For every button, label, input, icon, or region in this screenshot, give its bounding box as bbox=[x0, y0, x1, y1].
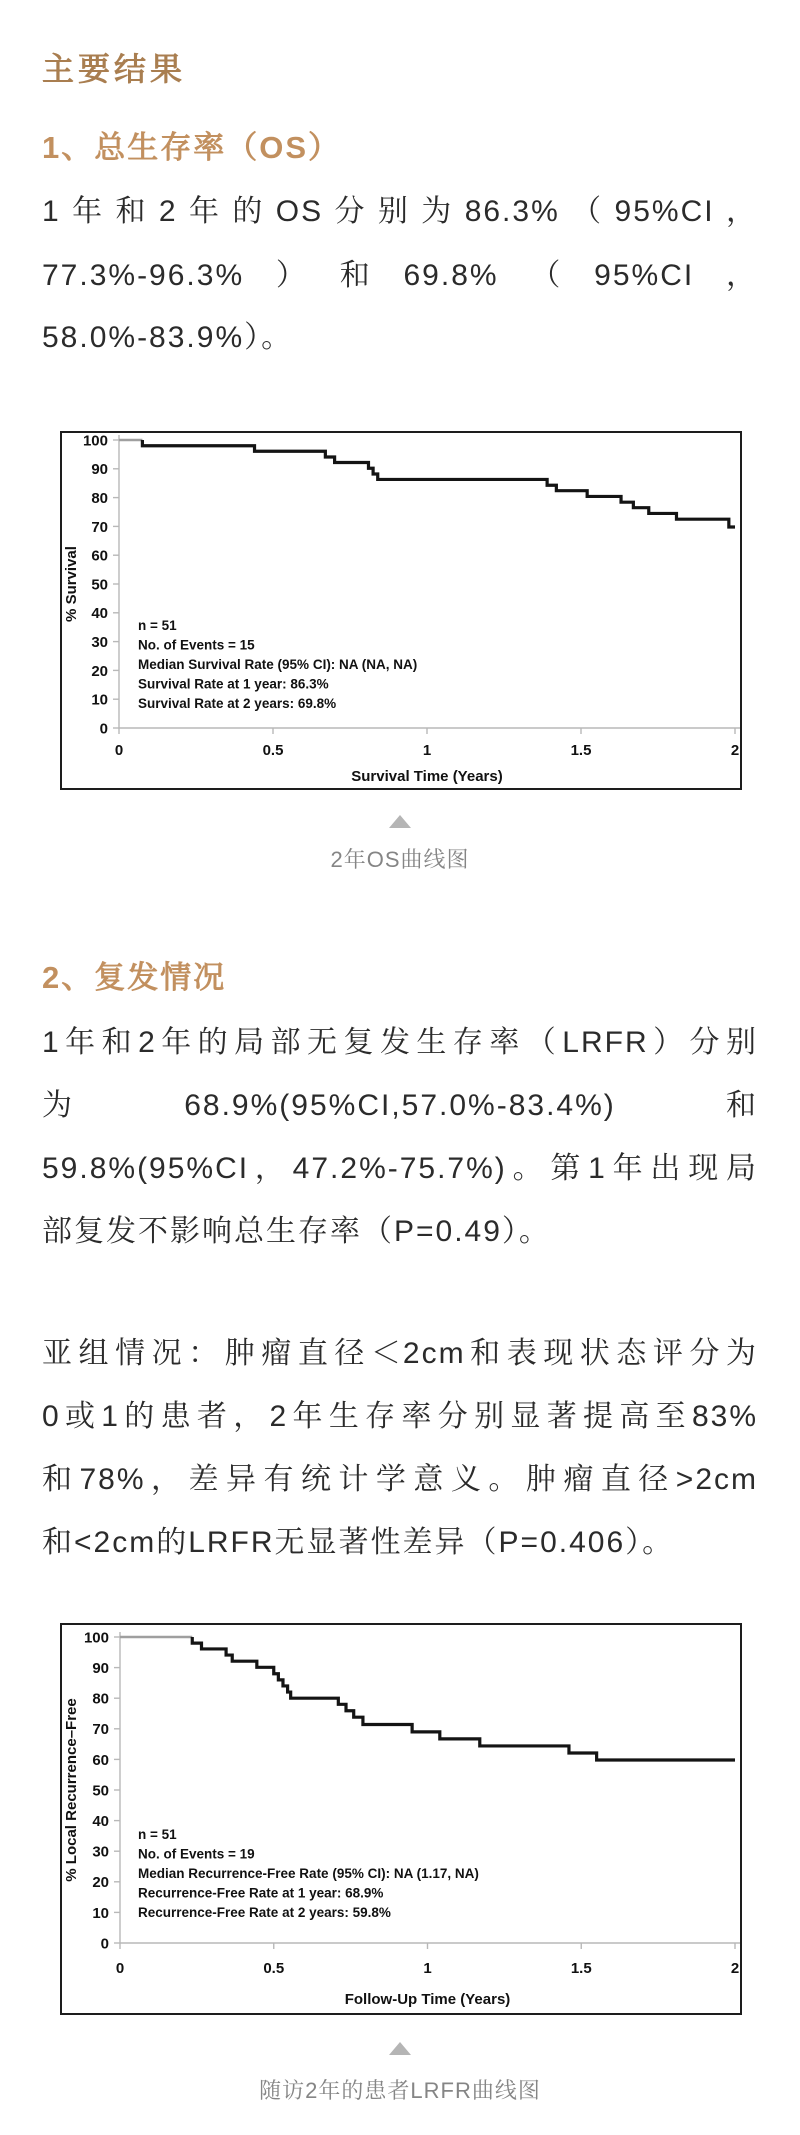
body-line: 77.3%-96.3%）和69.8%（95%CI， bbox=[42, 259, 758, 292]
svg-text:90: 90 bbox=[92, 1660, 109, 1677]
body-line: 1年和2年的OS分别为86.3%（95%CI， bbox=[42, 195, 758, 228]
svg-text:100: 100 bbox=[83, 1629, 109, 1647]
figure-marker-triangle-icon bbox=[389, 2042, 411, 2055]
svg-text:Recurrence-Free Rate at 1 year: Recurrence-Free Rate at 1 year: 68.9% bbox=[138, 1885, 384, 1901]
svg-text:70: 70 bbox=[92, 1721, 109, 1739]
svg-text:50: 50 bbox=[92, 1782, 109, 1800]
svg-text:2: 2 bbox=[730, 1960, 740, 1977]
lrfr-kaplan-meier-chart bbox=[60, 1623, 742, 2015]
svg-text:Median Recurrence-Free Rate (9: Median Recurrence-Free Rate (95% CI): NA (1.17, NA) bbox=[138, 1866, 479, 1881]
svg-text:10: 10 bbox=[92, 1904, 109, 1922]
svg-text:2: 2 bbox=[730, 742, 740, 759]
svg-text:Survival Rate at 2 years: 69.8: Survival Rate at 2 years: 69.8% bbox=[138, 696, 337, 711]
svg-text:0: 0 bbox=[99, 720, 108, 738]
page-title: 主要结果 bbox=[42, 51, 187, 87]
body-line: 58.0%-83.9%）。 bbox=[42, 321, 294, 354]
svg-text:1.5: 1.5 bbox=[570, 742, 592, 759]
figure-marker-triangle-icon bbox=[389, 815, 411, 828]
svg-text:10: 10 bbox=[91, 691, 108, 709]
svg-text:0: 0 bbox=[100, 1935, 109, 1953]
svg-text:100: 100 bbox=[82, 432, 108, 450]
svg-text:50: 50 bbox=[91, 576, 108, 594]
svg-text:Survival Rate at 1 year: 86.3%: Survival Rate at 1 year: 86.3% bbox=[138, 676, 329, 692]
svg-text:80: 80 bbox=[92, 1690, 109, 1708]
svg-text:Follow-Up Time (Years): Follow-Up Time (Years) bbox=[344, 1991, 511, 2008]
svg-text:60: 60 bbox=[91, 547, 108, 565]
svg-text:0: 0 bbox=[114, 742, 124, 759]
svg-text:90: 90 bbox=[91, 461, 108, 479]
section-heading-recurrence: 2、复发情况 bbox=[42, 960, 227, 995]
svg-text:30: 30 bbox=[91, 634, 108, 651]
body-line: 和78%，差异有统计学意义。肿瘤直径>2cm bbox=[42, 1463, 758, 1496]
svg-text:0.5: 0.5 bbox=[262, 742, 284, 759]
svg-text:No. of Events = 15: No. of Events = 15 bbox=[138, 637, 255, 653]
body-line: 部复发不影响总生存率（P=0.49）。 bbox=[42, 1215, 551, 1248]
body-line: 1年和2年的局部无复发生存率（LRFR）分别 bbox=[42, 1026, 758, 1059]
svg-text:20: 20 bbox=[92, 1874, 109, 1892]
svg-text:% Survival: % Survival bbox=[63, 546, 80, 622]
svg-text:80: 80 bbox=[91, 490, 108, 507]
body-line: 和<2cm的LRFR无显著性差异（P=0.406）。 bbox=[42, 1526, 675, 1559]
os-kaplan-meier-chart bbox=[60, 431, 742, 790]
svg-text:No. of Events = 19: No. of Events = 19 bbox=[138, 1846, 255, 1862]
svg-text:Recurrence-Free Rate at 2 year: Recurrence-Free Rate at 2 years: 59.8% bbox=[138, 1905, 391, 1920]
svg-text:40: 40 bbox=[91, 605, 108, 623]
svg-text:Median Survival Rate (95% CI):: Median Survival Rate (95% CI): NA (NA, NA) bbox=[138, 657, 418, 672]
section-heading-os: 1、总生存率（OS） bbox=[42, 130, 342, 165]
body-line: 0或1的患者，2年生存率分别显著提高至83% bbox=[42, 1400, 758, 1433]
svg-text:% Local Recurrence–Free: % Local Recurrence–Free bbox=[63, 1698, 80, 1882]
svg-text:30: 30 bbox=[92, 1843, 109, 1861]
svg-text:1: 1 bbox=[423, 1960, 432, 1977]
figure-caption-os: 2年OS曲线图 bbox=[330, 847, 470, 872]
svg-text:1.5: 1.5 bbox=[570, 1960, 592, 1977]
svg-text:40: 40 bbox=[92, 1813, 109, 1830]
body-line: 亚组情况：肿瘤直径＜2cm和表现状态评分为 bbox=[42, 1337, 758, 1370]
body-line: 59.8%(95%CI，47.2%-75.7%)。第1年出现局 bbox=[42, 1152, 758, 1185]
svg-text:0: 0 bbox=[115, 1960, 125, 1977]
svg-text:60: 60 bbox=[92, 1751, 109, 1769]
svg-text:0.5: 0.5 bbox=[263, 1960, 285, 1977]
body-line: 为68.9%(95%CI,57.0%-83.4%)和 bbox=[42, 1089, 758, 1122]
svg-text:1: 1 bbox=[422, 742, 432, 759]
figure-caption-lrfr: 随访2年的患者LRFR曲线图 bbox=[259, 2078, 541, 2103]
svg-text:n = 51: n = 51 bbox=[138, 618, 177, 633]
svg-text:n = 51: n = 51 bbox=[138, 1827, 177, 1842]
svg-text:20: 20 bbox=[91, 662, 108, 680]
svg-text:Survival Time (Years): Survival Time (Years) bbox=[351, 768, 503, 785]
svg-text:70: 70 bbox=[91, 518, 108, 536]
